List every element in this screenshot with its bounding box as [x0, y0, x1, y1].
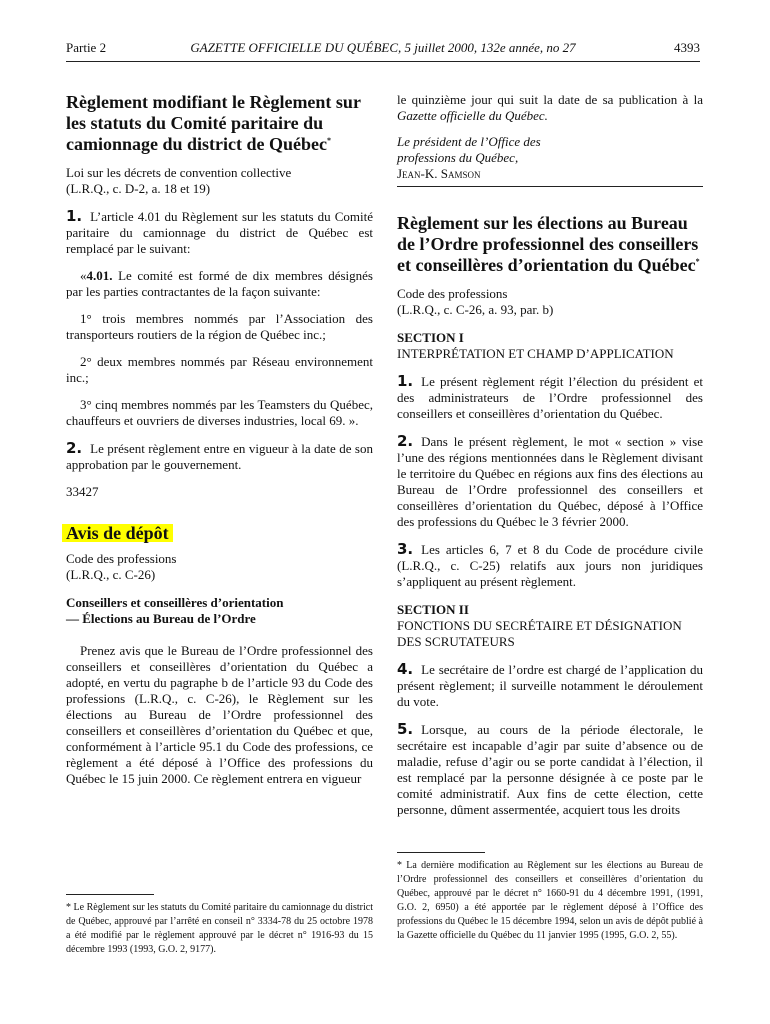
- rule-5-text: Lorsque, au cours de la période électorale, le secrétaire est incapable d’agir par suite d’absence ou de maladie, refuse d’agir ou se porte candidat à l’élection, il est remplacé par la personne désignée à ce poste par le comité administratif. Aux fins de cette élection, cette personne, dûment assermentée, acquiert tous les droits: [397, 722, 703, 817]
- left-column: [66, 92, 373, 787]
- article-2-text: Le présent règlement entre en vigueur à la date de son approbation par le gouvernement.: [66, 441, 373, 472]
- regulation-title-2: [397, 213, 703, 276]
- header-part: Partie 2: [66, 40, 107, 55]
- subhead-conseillers: Conseillers et conseillères d’orientation: [66, 595, 284, 610]
- section-2-title: FONCTIONS DU SECRÉTAIRE ET DÉSIGNATION DES SCRUTATEURS: [397, 618, 682, 649]
- footnote-rule: [66, 894, 154, 895]
- right-code-professions: Code des professions: [397, 286, 508, 301]
- enabling-act-ref: (L.R.Q., c. D-2, a. 18 et 19): [66, 181, 211, 196]
- header-rule: [66, 61, 700, 62]
- article-1-text: L’article 4.01 du Règlement sur les statuts du Comité paritaire du camionnage du district de Québec est remplacé par le suivant:: [66, 209, 373, 256]
- quote-open: «: [80, 268, 87, 283]
- rule-5: [397, 721, 703, 818]
- avis-heading: [66, 524, 373, 543]
- rule-2-text: Dans le présent règlement, le mot « section » vise l’une des régions mentionnées dans le Règlement divisant le territoire du Québec en régions aux fins des élections au Bureau de l’Ordre professionnel des conseillers et conseillères d’orientation du Québec, déposé à l’Office des professions du Québec le 3 février 2000.: [397, 434, 703, 529]
- article-2-number: 2.: [66, 439, 83, 457]
- rule-1-number: 1.: [397, 372, 414, 390]
- section-1-label: SECTION I: [397, 330, 464, 345]
- left-footnote: * Le Règlement sur les statuts du Comité paritaire du camionnage du district de Québec, approuvé par l’arrêté en conseil n° 3334-78 du 25 octobre 1978 a été modifié par le règlement approuvé par le décret n° 1916-93 du 15 décembre 1993 (1993, G.O. 2, 9177).: [66, 902, 373, 955]
- header-publication: GAZETTE OFFICIELLE DU QUÉBEC, 5 juillet 2000, 132e année, no 27: [190, 40, 576, 55]
- code-professions: Code des professions: [66, 551, 177, 566]
- signature-name: Jean-K. Samson: [397, 166, 481, 181]
- rule-5-number: 5.: [397, 720, 414, 738]
- article-4-01-number: 4.01.: [86, 268, 113, 283]
- title-2-footnote-mark: *: [695, 257, 700, 266]
- left-footnote-block: [66, 894, 373, 957]
- notice-paragraph: Prenez avis que le Bureau de l’Ordre professionnel des conseillers et conseillères d’orientation du Québec a adopté, en vertu du pagraphe b de l’article 93 du Code des professions (L.R.Q., c. C-26), le Règlement sur les élections au Bureau de l’Ordre professionnel des conseillers et conseillères d’orientation du Québec et que, conformément à l’article 95.1 du Code des professions, ce règlement a été déposé à l’Office des professions du Québec le 15 juin 2000. Ce règlement entrera en vigueur: [66, 643, 373, 786]
- subhead-elections: — Élections au Bureau de l’Ordre: [66, 611, 256, 626]
- page-header: [66, 40, 700, 56]
- right-footnote-block: [397, 852, 703, 943]
- continuation: [397, 92, 703, 124]
- article-1: [66, 208, 373, 257]
- section-2-label: SECTION II: [397, 602, 469, 617]
- rule-4: [397, 661, 703, 710]
- rule-1: [397, 373, 703, 422]
- rule-4-number: 4.: [397, 660, 414, 678]
- item-1: 1° trois membres nommés par l’Association des transporteurs routiers de la région de Québec inc.;: [66, 311, 373, 342]
- signature-line-1: Le président de l’Office des: [397, 134, 541, 149]
- section-divider: [397, 186, 703, 187]
- section-1-title: INTERPRÉTATION ET CHAMP D’APPLICATION: [397, 346, 674, 361]
- article-1-number: 1.: [66, 207, 83, 225]
- rule-3-text: Les articles 6, 7 et 8 du Code de procédure civile (L.R.Q., c. C-25) relatifs aux jours non juridiques s’appliquent au présent règlement.: [397, 542, 703, 589]
- regulation-title-1: [66, 92, 373, 155]
- signature-line-2: professions du Québec,: [397, 150, 519, 165]
- rule-3-number: 3.: [397, 540, 414, 558]
- rule-1-text: Le présent règlement régit l’élection du président et des administrateurs de l’Ordre professionnel des conseillers et conseillères d’orientation du Québec.: [397, 374, 703, 421]
- article-4-01-text: Le comité est formé de dix membres désignés par les parties contractantes de la façon suivante:: [66, 268, 373, 299]
- continuation-text: le quinzième jour qui suit la date de sa publication à la: [397, 92, 703, 107]
- enabling-act: Loi sur les décrets de convention collective: [66, 165, 292, 180]
- rule-2-number: 2.: [397, 432, 414, 450]
- right-footnote: * La dernière modification au Règlement sur les élections au Bureau de l’Ordre professionnel des conseillers et conseillères d’orientation du Québec, approuvé par le décret n° 1660-91 du 4 décembre 1991, (1991, G.O. 2, 6950) a été apportée par le règlement déposé à l’Office des professions du Québec le 15 décembre 1994, selon un avis de dépôt publié à la Gazette officielle du Québec du 11 janvier 1995 (1995, G.O. 2, 55).: [397, 860, 703, 941]
- code-professions-ref: (L.R.Q., c. C-26): [66, 567, 156, 582]
- regulation-title-2-text: Règlement sur les élections au Bureau de l’Ordre professionnel des conseillers et conseillères d’orientation du Québec: [397, 213, 699, 275]
- item-3: 3° cinq membres nommés par les Teamsters du Québec, chauffeurs et ouvriers de diverses industries, local 69. ».: [66, 397, 373, 428]
- rule-2: [397, 433, 703, 530]
- right-column: [397, 92, 703, 818]
- rule-3: [397, 541, 703, 590]
- right-footnote-rule: [397, 852, 485, 853]
- continuation-gazette: Gazette officielle du Québec.: [397, 108, 548, 123]
- article-2: [66, 440, 373, 473]
- title-1-footnote-mark: *: [327, 136, 331, 145]
- rule-4-text: Le secrétaire de l’ordre est chargé de l’application du présent règlement; il surveille notamment le déroulement du vote.: [397, 662, 703, 709]
- article-4-01: [66, 268, 373, 300]
- right-code-professions-ref: (L.R.Q., c. C-26, a. 93, par. b): [397, 302, 554, 317]
- regulation-title-1-text: Règlement modifiant le Règlement sur les statuts du Comité paritaire du camionnage du district de Québec: [66, 92, 361, 154]
- document-number: 33427: [66, 484, 99, 499]
- item-2: 2° deux membres nommés par Réseau environnement inc.;: [66, 354, 373, 385]
- avis-de-depot-title: Avis de dépôt: [62, 524, 173, 542]
- header-page-number: 4393: [674, 40, 700, 55]
